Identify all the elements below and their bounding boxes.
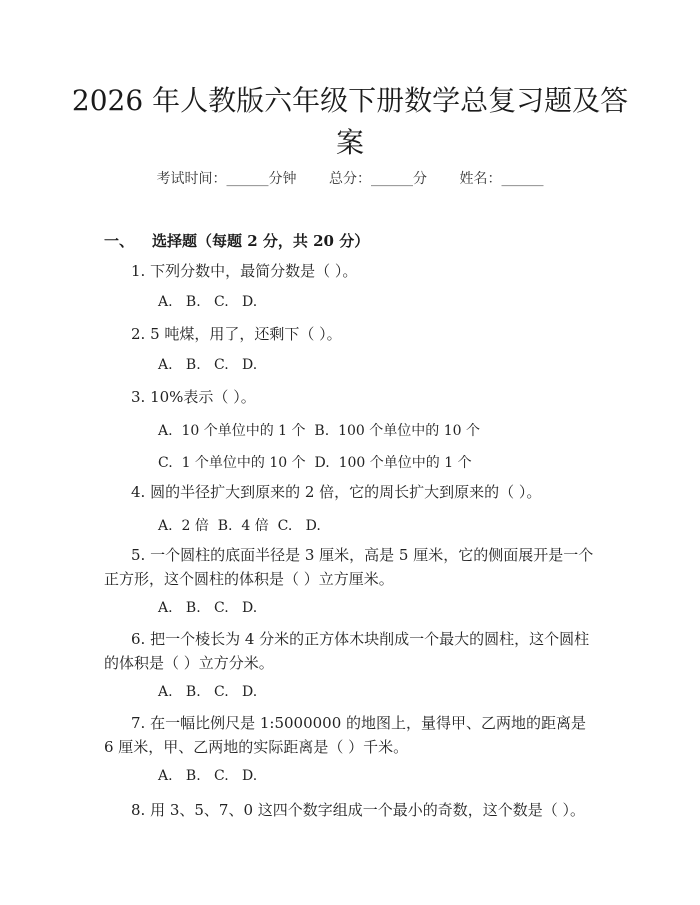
question-text: 7. 在一幅比例尺是 1:5000000 的地图上，量得甲、乙两地的距离是 6 厘米，甲、乙两地的实际距离是（ ）千米。 (104, 714, 587, 756)
question-text: 2. 5 吨煤，用了，还剩下（ ）。 (131, 325, 342, 343)
question-text: 6. 把一个棱长为 4 分米的正方体木块削成一个最大的圆柱，这个圆柱的体积是（ ）立方分米。 (104, 630, 590, 672)
question-8 (104, 798, 600, 822)
exam-score: 总分：______分 (329, 171, 427, 187)
question-4 (104, 480, 600, 504)
question-text: 4. 圆的半径扩大到原来的 2 倍，它的周长扩大到原来的（ ）。 (131, 483, 542, 501)
question-5 (104, 543, 600, 591)
question-3-options-ab: A. 10 个单位中的 1 个 B. 100 个单位中的 10 个 (158, 423, 480, 439)
question-1 (104, 259, 600, 283)
question-text: 5. 一个圆柱的底面半径是 3 厘米，高是 5 厘米，它的侧面展开是一个正方形，这个圆柱的体积是（ ）立方厘米。 (104, 546, 594, 588)
question-1-options: A. B. C. D. (158, 294, 258, 310)
page-title (60, 80, 640, 164)
question-text: 3. 10%表示（ ）。 (131, 388, 256, 406)
question-3 (104, 385, 600, 409)
question-7-options: A. B. C. D. (158, 768, 258, 784)
exam-meta (0, 168, 700, 188)
section-number: 一、 (104, 232, 135, 250)
section-heading (104, 230, 369, 251)
section-label: 选择题（每题 2 分，共 20 分） (152, 232, 370, 250)
exam-time: 考试时间：______分钟 (156, 171, 297, 187)
question-5-options: A. B. C. D. (158, 600, 258, 616)
question-7 (104, 711, 600, 759)
question-4-options: A. 2 倍 B. 4 倍 C. D. (158, 518, 321, 534)
question-2 (104, 322, 600, 346)
question-text: 8. 用 3、5、7、0 这四个数字组成一个最小的奇数，这个数是（ ）。 (131, 801, 586, 819)
question-3-options-cd: C. 1 个单位中的 10 个 D. 100 个单位中的 1 个 (158, 455, 472, 471)
question-text: 1. 下列分数中，最简分数是（ ）。 (131, 262, 358, 280)
question-6 (104, 627, 600, 675)
exam-name: 姓名：______ (459, 171, 544, 187)
title-line-2: 案 (335, 126, 364, 159)
question-6-options: A. B. C. D. (158, 684, 258, 700)
title-line-1: 2026 年人教版六年级下册数学总复习题及答 (71, 84, 629, 117)
question-2-options: A. B. C. D. (158, 357, 258, 373)
